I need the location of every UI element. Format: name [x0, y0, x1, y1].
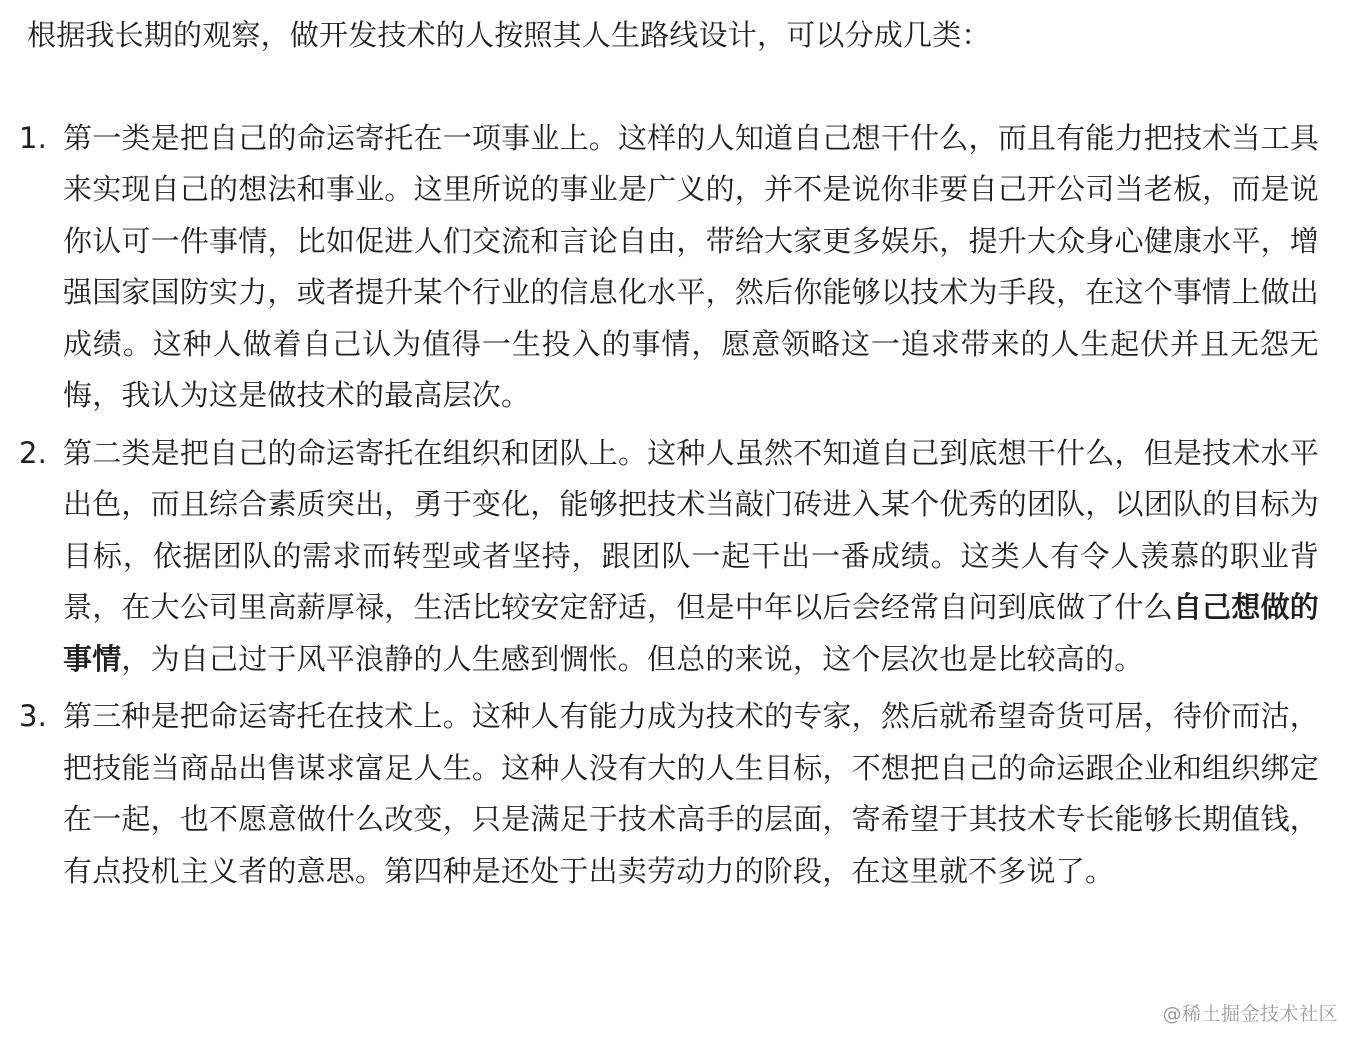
list-item-text: 第一类是把自己的命运寄托在一项事业上。这样的人知道自己想干什么，而且有能力把技术当工具来实现自己的想法和事业。这里所说的事业是广义的，并不是说你非要自己开公司当老板，而是说你认可一件事情，比如促进人们交流和言论自由，带给大家更多娱乐，提升大众身心健康水平，增强国家国防实力，或者提升某个行业的信息化水平，然后你能够以技术为手段，在这个事情上做出成绩。这种人做着自己认为值得一生投入的事情，愿意领略这一追求带来的人生起伏并且无怨无悔，我认为这是做技术的最高层次。 [63, 120, 1319, 412]
intro-paragraph: 根据我长期的观察，做开发技术的人按照其人生路线设计，可以分成几类： [27, 18, 991, 52]
emphasized-text: 自己想做的事情 [63, 590, 1319, 676]
list-item-1 [19, 113, 1319, 422]
category-list [19, 113, 1327, 898]
list-item-text: 第二类是把自己的命运寄托在组织和团队上。这种人虽然不知道自己到底想干什么，但是技术水平出色，而且综合素质突出，勇于变化，能够把技术当敲门砖进入某个优秀的团队，以团队的目标为目标，依据团队的需求而转型或者坚持，跟团队一起干出一番成绩。这类人有令人羡慕的职业背景，在大公司里高薪厚禄，生活比较安定舒适，但是中年以后会经常自问到底做了什么 [63, 435, 1319, 624]
list-item-text: 第三种是把命运寄托在技术上。这种人有能力成为技术的专家，然后就希望奇货可居，待价而沽，把技能当商品出售谋求富足人生。这种人没有大的人生目标，不想把自己的命运跟企业和组织绑定在一起，也不愿意做什么改变，只是满足于技术高手的层面，寄希望于其技术专长能够长期值钱，有点投机主义者的意思。第四种是还处于出卖劳动力的阶段，在这里就不多说了。 [63, 699, 1319, 888]
list-number: 3. [19, 699, 48, 733]
list-item-2 [19, 428, 1319, 686]
list-number: 2. [19, 435, 48, 470]
article-body [19, 10, 1327, 903]
list-item-3 [19, 691, 1319, 897]
list-number: 1. [19, 120, 48, 155]
watermark: @稀土掘金技术社区 [1162, 1003, 1338, 1025]
list-item-text-continued: ，为自己过于风平浪静的人生感到惆怅。但总的来说，这个层次也是比较高的。 [121, 641, 1144, 676]
